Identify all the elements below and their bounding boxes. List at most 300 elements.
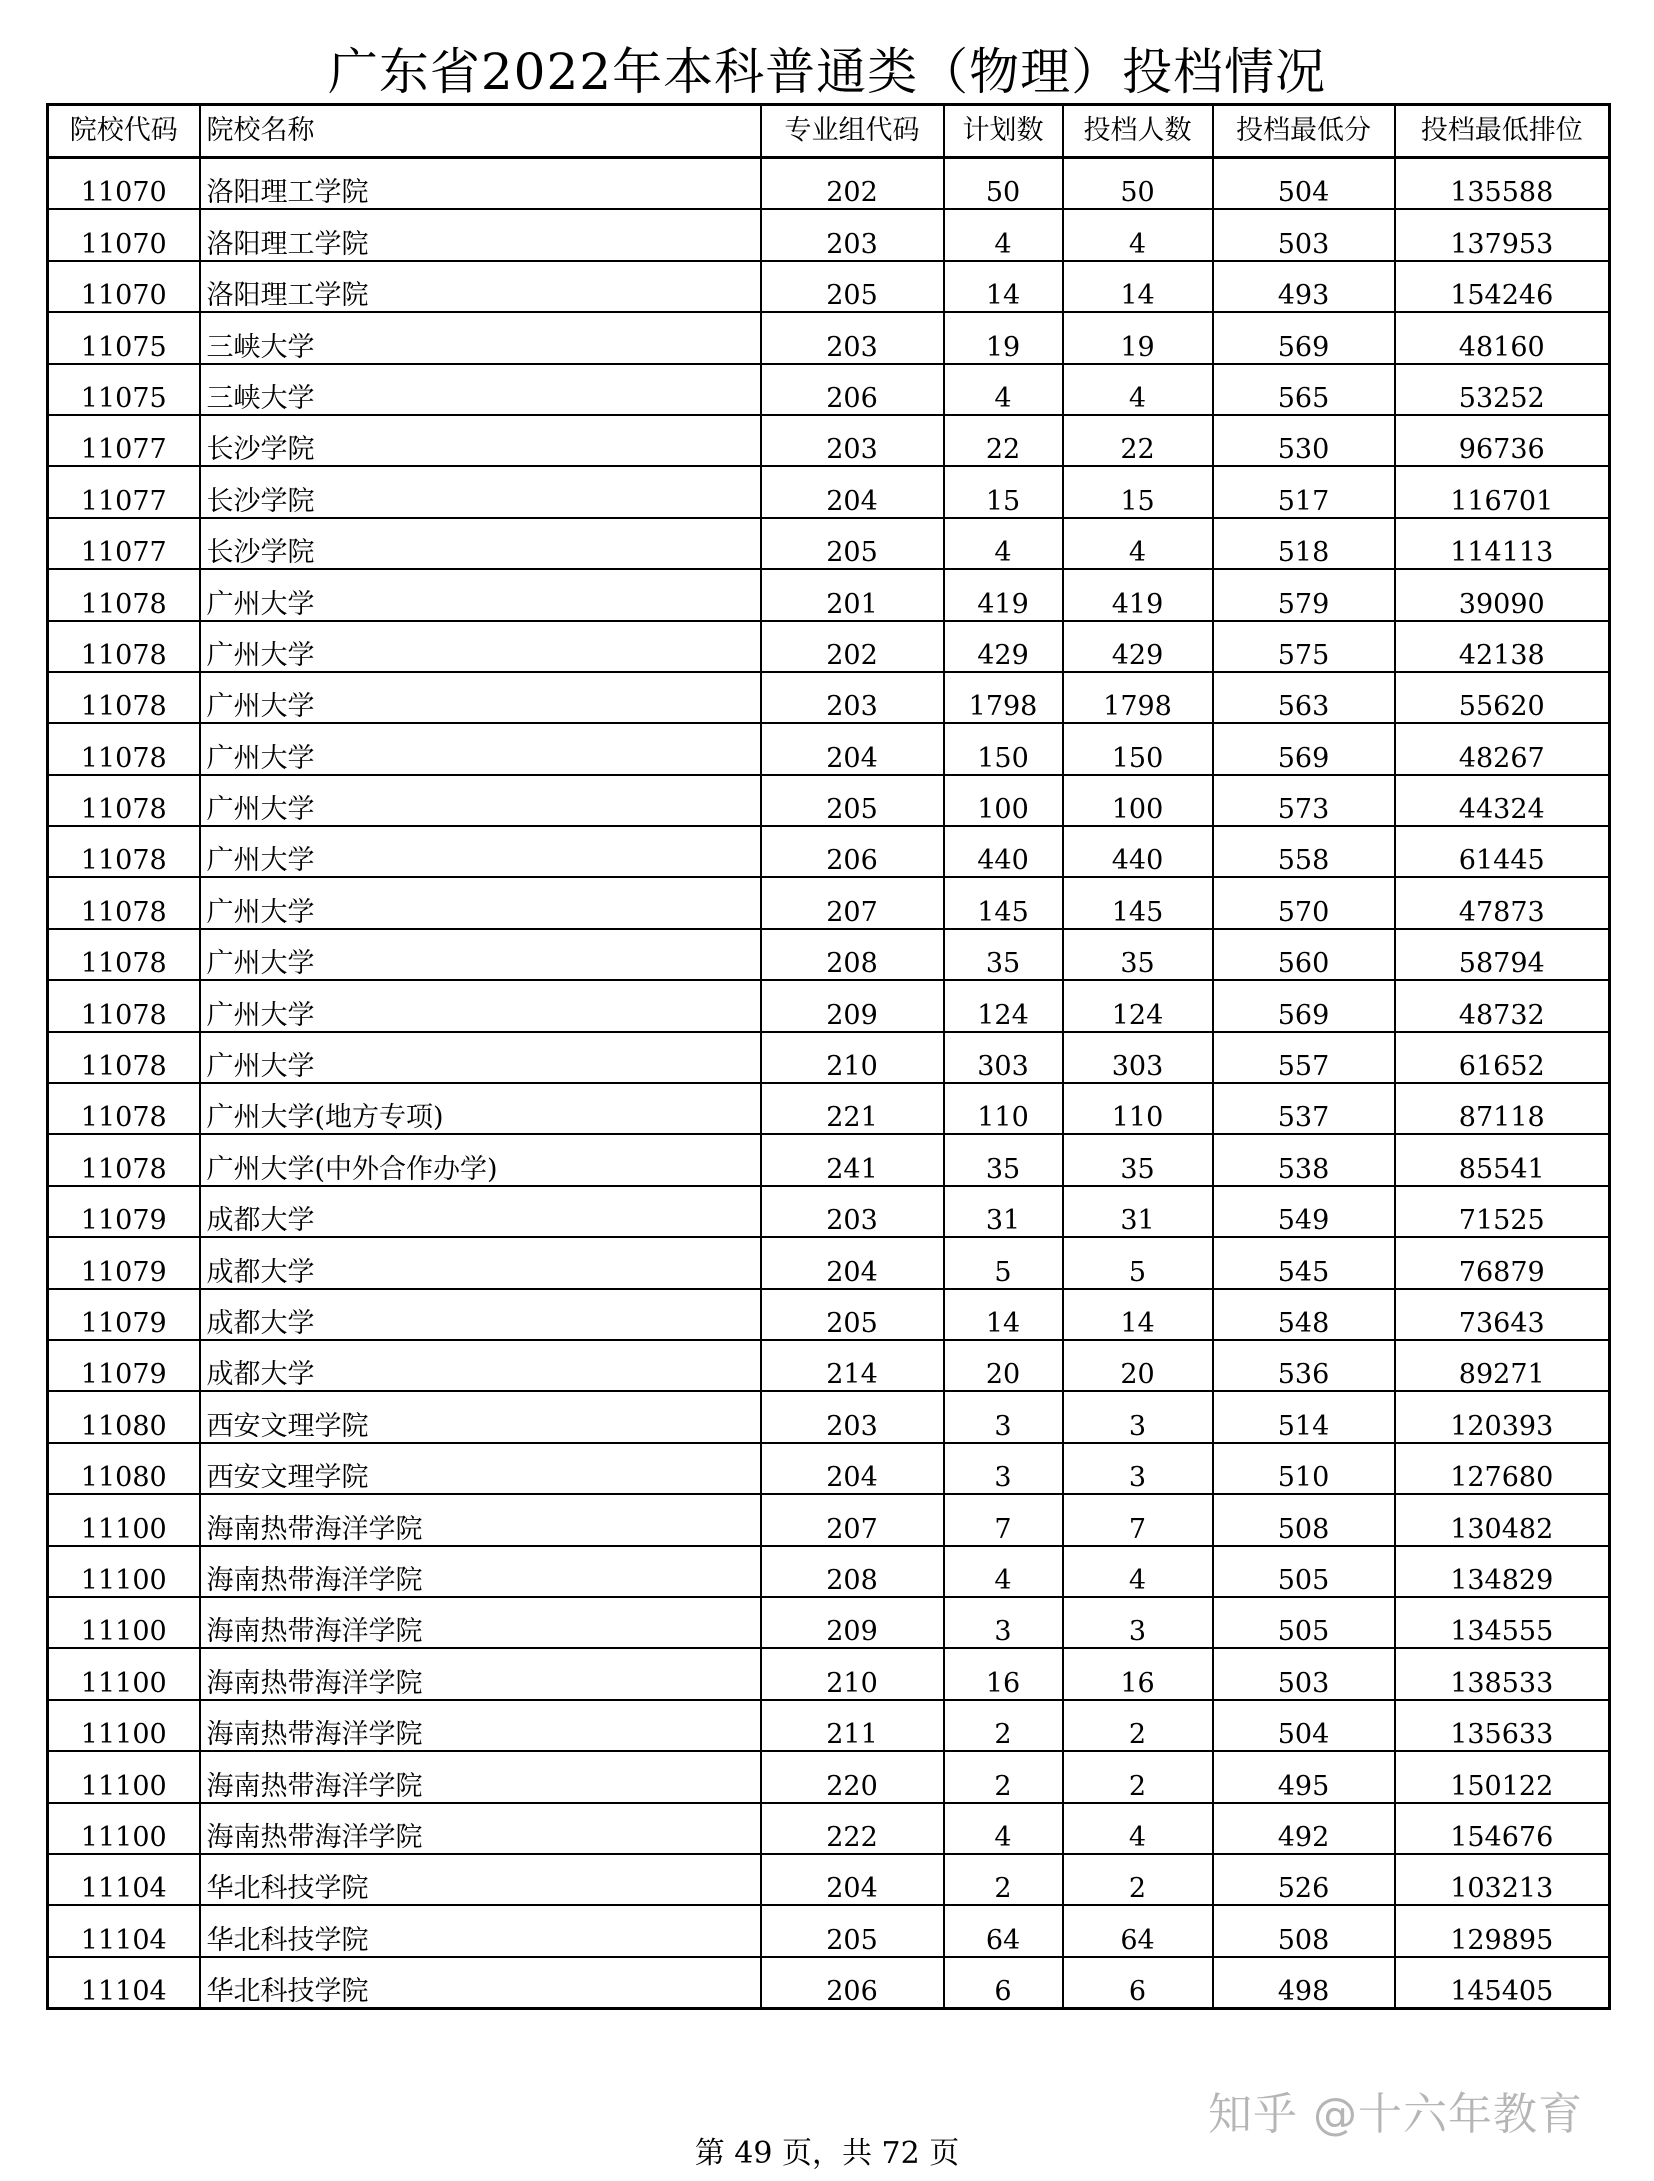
cell-group-code: 205 [761, 1289, 944, 1340]
cell-school-code: 11078 [48, 1134, 200, 1185]
cell-plan-count: 31 [944, 1186, 1063, 1237]
cell-school-code: 11100 [48, 1700, 200, 1751]
cell-min-score: 565 [1213, 364, 1395, 415]
cell-school-code: 11077 [48, 518, 200, 569]
cell-group-code: 204 [761, 1854, 944, 1905]
cell-group-code: 203 [761, 209, 944, 260]
cell-school-name: 华北科技学院 [200, 1854, 761, 1905]
cell-admitted-count: 19 [1063, 312, 1213, 363]
table-row [48, 877, 1610, 928]
cell-admitted-count: 110 [1063, 1083, 1213, 1134]
cell-min-score: 549 [1213, 1186, 1395, 1237]
cell-min-rank: 47873 [1395, 877, 1610, 928]
cell-min-rank: 116701 [1395, 466, 1610, 517]
cell-school-code: 11077 [48, 466, 200, 517]
cell-plan-count: 110 [944, 1083, 1063, 1134]
cell-school-code: 11075 [48, 364, 200, 415]
header-school-name: 院校名称 [200, 105, 761, 158]
cell-group-code: 204 [761, 1237, 944, 1288]
cell-min-rank: 89271 [1395, 1340, 1610, 1391]
cell-plan-count: 150 [944, 723, 1063, 774]
table-row [48, 1237, 1610, 1288]
cell-school-code: 11078 [48, 1032, 200, 1083]
cell-admitted-count: 1798 [1063, 672, 1213, 723]
cell-school-name: 华北科技学院 [200, 1905, 761, 1956]
cell-school-code: 11078 [48, 723, 200, 774]
cell-school-name: 广州大学 [200, 929, 761, 980]
cell-min-rank: 130482 [1395, 1494, 1610, 1545]
table-row [48, 1443, 1610, 1494]
cell-min-rank: 127680 [1395, 1443, 1610, 1494]
cell-plan-count: 429 [944, 621, 1063, 672]
cell-min-rank: 138533 [1395, 1648, 1610, 1699]
table-row [48, 1391, 1610, 1442]
cell-min-rank: 114113 [1395, 518, 1610, 569]
cell-school-name: 洛阳理工学院 [200, 261, 761, 312]
cell-group-code: 208 [761, 929, 944, 980]
cell-min-score: 557 [1213, 1032, 1395, 1083]
cell-min-score: 545 [1213, 1237, 1395, 1288]
header-school-code: 院校代码 [48, 105, 200, 158]
cell-min-score: 492 [1213, 1803, 1395, 1854]
cell-school-name: 广州大学(地方专项) [200, 1083, 761, 1134]
cell-school-name: 西安文理学院 [200, 1391, 761, 1442]
cell-min-score: 563 [1213, 672, 1395, 723]
table-row [48, 1597, 1610, 1648]
cell-school-name: 广州大学 [200, 775, 761, 826]
cell-school-name: 华北科技学院 [200, 1957, 761, 2009]
cell-admitted-count: 15 [1063, 466, 1213, 517]
cell-group-code: 203 [761, 1186, 944, 1237]
cell-min-rank: 48267 [1395, 723, 1610, 774]
cell-admitted-count: 50 [1063, 158, 1213, 210]
cell-min-rank: 55620 [1395, 672, 1610, 723]
cell-school-code: 11078 [48, 775, 200, 826]
table-row [48, 1751, 1610, 1802]
cell-plan-count: 2 [944, 1751, 1063, 1802]
cell-group-code: 205 [761, 261, 944, 312]
cell-min-rank: 71525 [1395, 1186, 1610, 1237]
cell-group-code: 202 [761, 158, 944, 210]
cell-school-name: 洛阳理工学院 [200, 158, 761, 210]
table-body [48, 158, 1610, 2009]
cell-group-code: 204 [761, 466, 944, 517]
cell-school-code: 11078 [48, 877, 200, 928]
header-admitted-count: 投档人数 [1063, 105, 1213, 158]
cell-plan-count: 4 [944, 518, 1063, 569]
cell-school-code: 11078 [48, 1083, 200, 1134]
table-row [48, 1032, 1610, 1083]
cell-min-rank: 120393 [1395, 1391, 1610, 1442]
cell-plan-count: 303 [944, 1032, 1063, 1083]
cell-school-code: 11079 [48, 1186, 200, 1237]
cell-plan-count: 14 [944, 261, 1063, 312]
cell-min-rank: 61445 [1395, 826, 1610, 877]
table-row [48, 1289, 1610, 1340]
cell-school-name: 长沙学院 [200, 466, 761, 517]
table-row [48, 1648, 1610, 1699]
cell-school-code: 11100 [48, 1648, 200, 1699]
cell-plan-count: 4 [944, 1803, 1063, 1854]
cell-school-code: 11079 [48, 1340, 200, 1391]
cell-min-score: 548 [1213, 1289, 1395, 1340]
cell-school-name: 广州大学 [200, 723, 761, 774]
cell-min-score: 569 [1213, 723, 1395, 774]
cell-admitted-count: 3 [1063, 1391, 1213, 1442]
cell-plan-count: 35 [944, 929, 1063, 980]
cell-min-score: 575 [1213, 621, 1395, 672]
cell-min-score: 498 [1213, 1957, 1395, 2009]
cell-group-code: 203 [761, 312, 944, 363]
cell-admitted-count: 145 [1063, 877, 1213, 928]
admission-table [46, 103, 1611, 2010]
cell-group-code: 206 [761, 1957, 944, 2009]
cell-group-code: 205 [761, 1905, 944, 1956]
cell-school-name: 海南热带海洋学院 [200, 1648, 761, 1699]
cell-admitted-count: 20 [1063, 1340, 1213, 1391]
cell-school-code: 11104 [48, 1957, 200, 2009]
cell-min-score: 505 [1213, 1546, 1395, 1597]
cell-min-rank: 134555 [1395, 1597, 1610, 1648]
cell-min-rank: 87118 [1395, 1083, 1610, 1134]
cell-admitted-count: 7 [1063, 1494, 1213, 1545]
cell-min-score: 518 [1213, 518, 1395, 569]
table-row [48, 518, 1610, 569]
cell-group-code: 221 [761, 1083, 944, 1134]
cell-min-rank: 61652 [1395, 1032, 1610, 1083]
cell-min-score: 570 [1213, 877, 1395, 928]
cell-admitted-count: 124 [1063, 980, 1213, 1031]
cell-school-code: 11100 [48, 1803, 200, 1854]
table-row [48, 209, 1610, 260]
cell-admitted-count: 3 [1063, 1443, 1213, 1494]
cell-school-code: 11070 [48, 158, 200, 210]
cell-group-code: 203 [761, 1391, 944, 1442]
cell-min-rank: 44324 [1395, 775, 1610, 826]
cell-min-score: 573 [1213, 775, 1395, 826]
table-row [48, 1546, 1610, 1597]
cell-min-score: 536 [1213, 1340, 1395, 1391]
cell-school-name: 海南热带海洋学院 [200, 1700, 761, 1751]
cell-admitted-count: 31 [1063, 1186, 1213, 1237]
cell-plan-count: 3 [944, 1443, 1063, 1494]
cell-admitted-count: 22 [1063, 415, 1213, 466]
table-row [48, 1494, 1610, 1545]
cell-school-name: 广州大学 [200, 826, 761, 877]
cell-school-name: 长沙学院 [200, 415, 761, 466]
table-row [48, 261, 1610, 312]
table-row [48, 415, 1610, 466]
cell-school-name: 西安文理学院 [200, 1443, 761, 1494]
cell-group-code: 209 [761, 980, 944, 1031]
cell-group-code: 206 [761, 364, 944, 415]
table-row [48, 1083, 1610, 1134]
cell-school-name: 海南热带海洋学院 [200, 1751, 761, 1802]
cell-plan-count: 7 [944, 1494, 1063, 1545]
cell-group-code: 210 [761, 1032, 944, 1083]
cell-min-score: 569 [1213, 312, 1395, 363]
table-row [48, 1905, 1610, 1956]
cell-plan-count: 19 [944, 312, 1063, 363]
header-min-rank: 投档最低排位 [1395, 105, 1610, 158]
cell-plan-count: 22 [944, 415, 1063, 466]
cell-admitted-count: 4 [1063, 1803, 1213, 1854]
cell-group-code: 205 [761, 775, 944, 826]
table-row [48, 1700, 1610, 1751]
cell-school-name: 广州大学 [200, 877, 761, 928]
cell-min-score: 538 [1213, 1134, 1395, 1185]
cell-min-rank: 150122 [1395, 1751, 1610, 1802]
cell-plan-count: 100 [944, 775, 1063, 826]
cell-school-name: 三峡大学 [200, 364, 761, 415]
cell-admitted-count: 419 [1063, 569, 1213, 620]
cell-school-code: 11080 [48, 1391, 200, 1442]
cell-group-code: 210 [761, 1648, 944, 1699]
cell-plan-count: 14 [944, 1289, 1063, 1340]
table-row [48, 980, 1610, 1031]
cell-school-code: 11070 [48, 209, 200, 260]
cell-group-code: 204 [761, 1443, 944, 1494]
cell-group-code: 214 [761, 1340, 944, 1391]
table-row [48, 672, 1610, 723]
cell-plan-count: 4 [944, 209, 1063, 260]
cell-min-rank: 96736 [1395, 415, 1610, 466]
cell-school-code: 11077 [48, 415, 200, 466]
cell-plan-count: 5 [944, 1237, 1063, 1288]
cell-group-code: 207 [761, 1494, 944, 1545]
cell-school-code: 11078 [48, 826, 200, 877]
table-row [48, 826, 1610, 877]
cell-plan-count: 4 [944, 1546, 1063, 1597]
cell-min-rank: 42138 [1395, 621, 1610, 672]
cell-min-rank: 48732 [1395, 980, 1610, 1031]
cell-min-score: 560 [1213, 929, 1395, 980]
table-row [48, 364, 1610, 415]
cell-min-score: 517 [1213, 466, 1395, 517]
cell-admitted-count: 2 [1063, 1751, 1213, 1802]
cell-min-rank: 103213 [1395, 1854, 1610, 1905]
cell-school-name: 成都大学 [200, 1289, 761, 1340]
cell-admitted-count: 4 [1063, 518, 1213, 569]
cell-min-rank: 135588 [1395, 158, 1610, 210]
cell-plan-count: 4 [944, 364, 1063, 415]
cell-school-name: 成都大学 [200, 1237, 761, 1288]
cell-min-score: 526 [1213, 1854, 1395, 1905]
cell-admitted-count: 4 [1063, 209, 1213, 260]
cell-school-code: 11078 [48, 621, 200, 672]
table-row [48, 1957, 1610, 2009]
cell-school-name: 海南热带海洋学院 [200, 1597, 761, 1648]
cell-school-code: 11100 [48, 1494, 200, 1545]
cell-group-code: 203 [761, 672, 944, 723]
cell-plan-count: 3 [944, 1597, 1063, 1648]
cell-admitted-count: 2 [1063, 1700, 1213, 1751]
cell-admitted-count: 4 [1063, 1546, 1213, 1597]
cell-plan-count: 20 [944, 1340, 1063, 1391]
cell-plan-count: 15 [944, 466, 1063, 517]
cell-min-rank: 39090 [1395, 569, 1610, 620]
cell-min-score: 579 [1213, 569, 1395, 620]
cell-school-code: 11104 [48, 1905, 200, 1956]
cell-plan-count: 440 [944, 826, 1063, 877]
table-row [48, 775, 1610, 826]
cell-plan-count: 64 [944, 1905, 1063, 1956]
watermark: 知乎 @十六年教育 [1208, 2089, 1583, 2140]
cell-min-score: 493 [1213, 261, 1395, 312]
cell-group-code: 222 [761, 1803, 944, 1854]
cell-min-score: 510 [1213, 1443, 1395, 1494]
cell-school-name: 广州大学 [200, 1032, 761, 1083]
cell-plan-count: 35 [944, 1134, 1063, 1185]
cell-group-code: 206 [761, 826, 944, 877]
cell-min-score: 558 [1213, 826, 1395, 877]
cell-admitted-count: 303 [1063, 1032, 1213, 1083]
cell-plan-count: 145 [944, 877, 1063, 928]
table-row [48, 569, 1610, 620]
cell-school-name: 广州大学(中外合作办学) [200, 1134, 761, 1185]
table-row [48, 1186, 1610, 1237]
table-header-row [48, 105, 1610, 158]
cell-admitted-count: 16 [1063, 1648, 1213, 1699]
cell-min-score: 505 [1213, 1597, 1395, 1648]
header-plan-count: 计划数 [944, 105, 1063, 158]
cell-min-rank: 145405 [1395, 1957, 1610, 2009]
cell-group-code: 209 [761, 1597, 944, 1648]
cell-school-name: 海南热带海洋学院 [200, 1546, 761, 1597]
header-min-score: 投档最低分 [1213, 105, 1395, 158]
table-row [48, 1803, 1610, 1854]
cell-admitted-count: 35 [1063, 929, 1213, 980]
cell-min-score: 569 [1213, 980, 1395, 1031]
cell-min-rank: 53252 [1395, 364, 1610, 415]
cell-min-rank: 134829 [1395, 1546, 1610, 1597]
cell-min-rank: 129895 [1395, 1905, 1610, 1956]
cell-plan-count: 419 [944, 569, 1063, 620]
cell-min-rank: 48160 [1395, 312, 1610, 363]
cell-school-code: 11079 [48, 1237, 200, 1288]
cell-school-name: 广州大学 [200, 672, 761, 723]
cell-min-score: 537 [1213, 1083, 1395, 1134]
cell-min-rank: 154246 [1395, 261, 1610, 312]
table-row [48, 312, 1610, 363]
cell-school-code: 11100 [48, 1751, 200, 1802]
cell-group-code: 211 [761, 1700, 944, 1751]
cell-admitted-count: 5 [1063, 1237, 1213, 1288]
cell-min-rank: 135633 [1395, 1700, 1610, 1751]
header-group-code: 专业组代码 [761, 105, 944, 158]
cell-min-rank: 137953 [1395, 209, 1610, 260]
cell-admitted-count: 2 [1063, 1854, 1213, 1905]
cell-plan-count: 6 [944, 1957, 1063, 2009]
table-row [48, 1340, 1610, 1391]
cell-min-score: 503 [1213, 1648, 1395, 1699]
cell-admitted-count: 100 [1063, 775, 1213, 826]
cell-admitted-count: 3 [1063, 1597, 1213, 1648]
cell-group-code: 203 [761, 415, 944, 466]
cell-group-code: 201 [761, 569, 944, 620]
cell-min-score: 503 [1213, 209, 1395, 260]
table-row [48, 466, 1610, 517]
cell-min-rank: 58794 [1395, 929, 1610, 980]
cell-min-rank: 76879 [1395, 1237, 1610, 1288]
cell-school-code: 11078 [48, 929, 200, 980]
cell-group-code: 205 [761, 518, 944, 569]
cell-group-code: 207 [761, 877, 944, 928]
cell-admitted-count: 14 [1063, 261, 1213, 312]
cell-plan-count: 50 [944, 158, 1063, 210]
cell-school-name: 洛阳理工学院 [200, 209, 761, 260]
cell-school-name: 广州大学 [200, 980, 761, 1031]
cell-group-code: 202 [761, 621, 944, 672]
table-row [48, 1134, 1610, 1185]
cell-school-name: 海南热带海洋学院 [200, 1803, 761, 1854]
page-title: 广东省2022年本科普通类（物理）投档情况 [327, 43, 1327, 101]
cell-school-code: 11079 [48, 1289, 200, 1340]
cell-school-code: 11100 [48, 1597, 200, 1648]
cell-school-name: 三峡大学 [200, 312, 761, 363]
cell-admitted-count: 150 [1063, 723, 1213, 774]
cell-admitted-count: 440 [1063, 826, 1213, 877]
cell-min-rank: 73643 [1395, 1289, 1610, 1340]
cell-group-code: 204 [761, 723, 944, 774]
page-footer: 第 49 页，共 72 页 [694, 2136, 960, 2171]
cell-school-code: 11078 [48, 980, 200, 1031]
cell-plan-count: 3 [944, 1391, 1063, 1442]
cell-school-code: 11078 [48, 672, 200, 723]
cell-school-code: 11070 [48, 261, 200, 312]
cell-school-name: 长沙学院 [200, 518, 761, 569]
cell-school-name: 广州大学 [200, 621, 761, 672]
cell-min-score: 495 [1213, 1751, 1395, 1802]
cell-school-code: 11100 [48, 1546, 200, 1597]
cell-min-rank: 85541 [1395, 1134, 1610, 1185]
cell-admitted-count: 4 [1063, 364, 1213, 415]
cell-plan-count: 16 [944, 1648, 1063, 1699]
cell-plan-count: 2 [944, 1700, 1063, 1751]
cell-plan-count: 1798 [944, 672, 1063, 723]
table-row [48, 929, 1610, 980]
cell-school-name: 广州大学 [200, 569, 761, 620]
cell-school-code: 11078 [48, 569, 200, 620]
table-row [48, 723, 1610, 774]
cell-plan-count: 2 [944, 1854, 1063, 1905]
cell-plan-count: 124 [944, 980, 1063, 1031]
table-row [48, 158, 1610, 210]
cell-min-score: 508 [1213, 1905, 1395, 1956]
cell-group-code: 220 [761, 1751, 944, 1802]
cell-school-name: 海南热带海洋学院 [200, 1494, 761, 1545]
cell-group-code: 241 [761, 1134, 944, 1185]
cell-group-code: 208 [761, 1546, 944, 1597]
cell-admitted-count: 35 [1063, 1134, 1213, 1185]
cell-school-name: 成都大学 [200, 1186, 761, 1237]
cell-admitted-count: 429 [1063, 621, 1213, 672]
cell-min-score: 504 [1213, 1700, 1395, 1751]
cell-school-name: 成都大学 [200, 1340, 761, 1391]
cell-school-code: 11075 [48, 312, 200, 363]
cell-min-score: 504 [1213, 158, 1395, 210]
cell-admitted-count: 64 [1063, 1905, 1213, 1956]
cell-min-score: 514 [1213, 1391, 1395, 1442]
cell-min-score: 530 [1213, 415, 1395, 466]
table-row [48, 1854, 1610, 1905]
cell-admitted-count: 6 [1063, 1957, 1213, 2009]
cell-min-rank: 154676 [1395, 1803, 1610, 1854]
cell-admitted-count: 14 [1063, 1289, 1213, 1340]
cell-school-code: 11104 [48, 1854, 200, 1905]
table-row [48, 621, 1610, 672]
cell-min-score: 508 [1213, 1494, 1395, 1545]
